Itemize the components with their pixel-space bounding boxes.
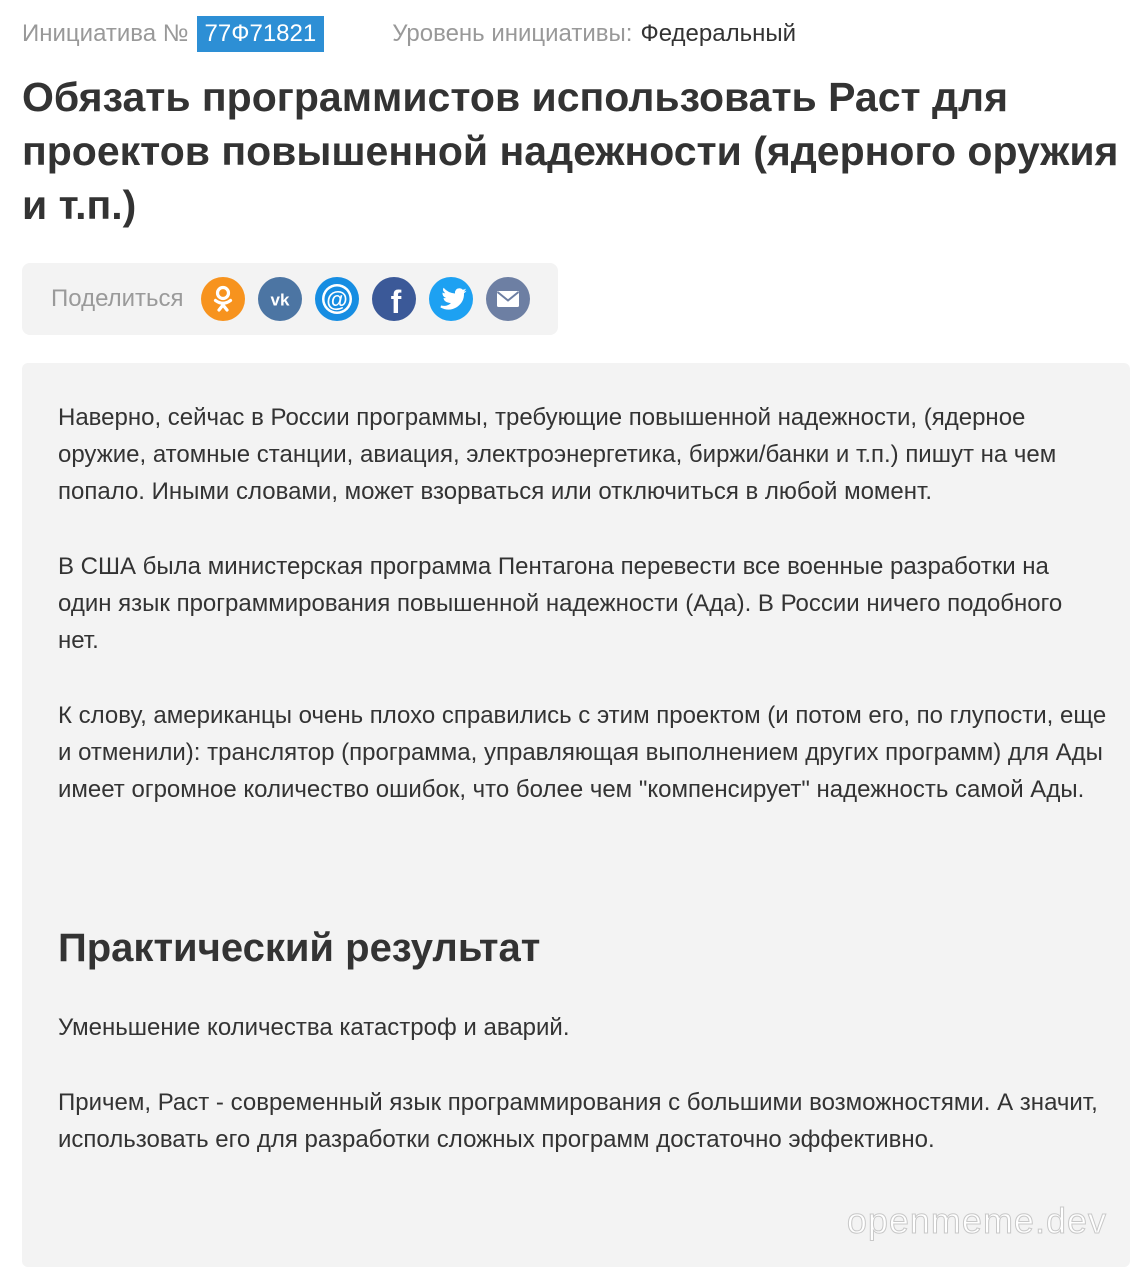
twitter-icon[interactable] bbox=[429, 277, 473, 321]
result-heading: Практический результат bbox=[58, 926, 541, 970]
svg-text:f: f bbox=[390, 284, 401, 320]
email-icon[interactable] bbox=[486, 277, 530, 321]
description-paragraph: К слову, американцы очень плохо справились с этим проектом (и потом его, по глупости, еще и отменили): транслятор (программа, управляющая выполнением других программ) для Ады имеет огромное количество ошибок, что более чем "компенсирует" надежность самой Ады. bbox=[58, 702, 1107, 803]
vk-icon[interactable] bbox=[258, 277, 302, 321]
initiative-number-badge[interactable]: 77Ф71821 bbox=[197, 16, 325, 52]
page-title: Обязать программистов использовать Раст для проектов повышенной надежности (ядерного оружия и т.п.) bbox=[22, 74, 1119, 228]
mailru-icon[interactable] bbox=[315, 277, 359, 321]
initiative-description bbox=[22, 363, 1130, 1267]
svg-text:@: @ bbox=[325, 287, 348, 312]
description-paragraph: В США была министерская программа Пентагона перевести все военные разработки на один язык программирования повышенной надежности (Ада). В России ничего подобного нет. bbox=[58, 553, 1063, 654]
svg-text:vk: vk bbox=[270, 290, 289, 310]
facebook-icon[interactable] bbox=[372, 277, 416, 321]
level-label: Уровень инициативы: bbox=[392, 20, 633, 47]
share-label: Поделиться bbox=[51, 285, 184, 312]
initiative-meta bbox=[22, 16, 1135, 52]
description-paragraph: Наверно, сейчас в России программы, требующие повышенной надежности, (ядерное оружие, атомные станции, авиация, электроэнергетика, биржи/банки и т.п.) пишут на чем попало. Иными словами, может взорваться или отключиться в любой момент. bbox=[58, 404, 1057, 505]
result-paragraph: Причем, Раст - современный язык программирования с большими возможностями. А значит, использовать его для разработки сложных программ достаточно эффективно. bbox=[58, 1089, 1098, 1153]
watermark: openmeme.dev bbox=[846, 1200, 1107, 1241]
initiative-label: Инициатива № bbox=[22, 20, 189, 47]
result-paragraph: Уменьшение количества катастроф и аварий. bbox=[58, 1014, 570, 1041]
level-value: Федеральный bbox=[640, 20, 796, 47]
share-bar bbox=[22, 263, 558, 335]
odnoklassniki-icon[interactable] bbox=[201, 277, 245, 321]
